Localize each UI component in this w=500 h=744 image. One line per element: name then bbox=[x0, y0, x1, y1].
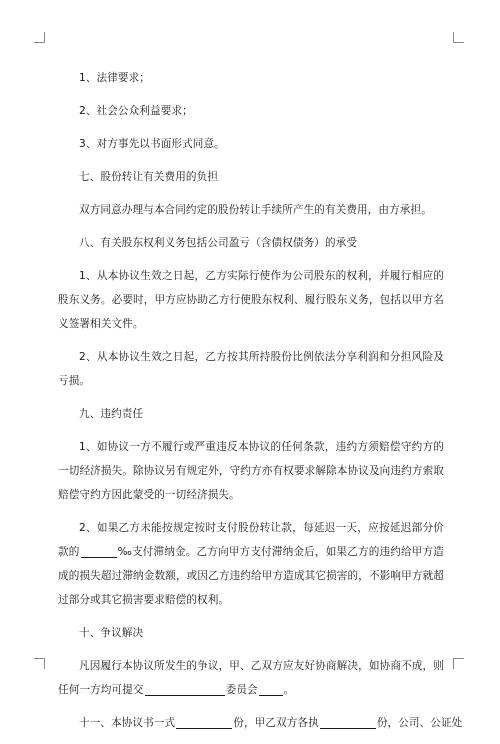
paragraph bbox=[58, 516, 444, 612]
clause-item: 2、社会公众利益要求； bbox=[79, 105, 193, 117]
paragraph: 双方同意办理与本合同约定的股份转让手续所产生的有关费用，由方承担。 bbox=[79, 204, 432, 216]
paragraph-text: ‰支付滞纳金。乙方向甲方支付滞纳金后，如果乙方的违约给甲方造成的损失超过滞纳金数额，或因乙方违约给甲方造成其它损害的，不影响甲方就超过部分或其它损害要求赔偿的权利。 bbox=[58, 546, 444, 606]
section-heading: 七、股份转让有关费用的负担 bbox=[79, 171, 219, 183]
paragraph-text: 2、如果乙方未能按规定按时支付股份转让款，每延迟一天，应按延迟部分价款的 bbox=[58, 522, 444, 558]
fill-in-blank[interactable] bbox=[176, 714, 232, 729]
fill-in-blank[interactable] bbox=[259, 681, 283, 696]
crop-mark-top-right bbox=[453, 32, 464, 43]
paragraph-text: 凡因履行本协议所发生的争议，甲、乙双方应友好协商解决，如协商不成，则任何一方均可提交 bbox=[58, 660, 444, 696]
paragraph: 1、如协议一方不履行或严重违反本协议的任何条款，违约方须赔偿守约方的一切经济损失。除协议另有规定外，守约方亦有权要求解除本协议及向违约方索取赔偿守约方因此蒙受的一切经济损失。 bbox=[58, 441, 444, 501]
paragraph-text: 份，公司、公证处 bbox=[376, 717, 463, 729]
section-heading: 十、争议解决 bbox=[79, 627, 144, 639]
crop-mark-top-left bbox=[34, 32, 45, 43]
section-heading: 九、违约责任 bbox=[79, 408, 144, 420]
fill-in-blank[interactable] bbox=[320, 714, 376, 729]
paragraph-text: 。 bbox=[283, 684, 295, 696]
clause-item: 1、法律要求； bbox=[79, 72, 151, 84]
paragraph-text: 委员会 bbox=[225, 684, 258, 696]
fill-in-blank[interactable] bbox=[81, 543, 117, 558]
document-body bbox=[58, 66, 463, 744]
paragraph-text: 十一、本协议书一式 bbox=[79, 717, 176, 729]
crop-mark-bottom-right bbox=[453, 658, 464, 669]
paragraph: 2、从本协议生效之日起，乙方按其所持股份比例依法分享利润和分担风险及亏损。 bbox=[58, 351, 444, 387]
clause-item: 3、对方事先以书面形式同意。 bbox=[79, 138, 225, 150]
fill-in-blank[interactable] bbox=[145, 681, 225, 696]
section-heading: 八、有关股东权利义务包括公司盈亏（含债权债务）的承受 bbox=[79, 237, 358, 249]
crop-mark-bottom-left bbox=[34, 658, 45, 669]
paragraph bbox=[58, 654, 444, 702]
paragraph: 1、从本协议生效之日起，乙方实际行使作为公司股东的权利，并履行相应的股东义务。必要时，甲方应协助乙方行使股东权利、履行股东义务，包括以甲方名义签署相关文件。 bbox=[58, 270, 444, 330]
paragraph-text: 份，甲乙双方各执 bbox=[233, 717, 319, 729]
paragraph bbox=[58, 711, 463, 735]
